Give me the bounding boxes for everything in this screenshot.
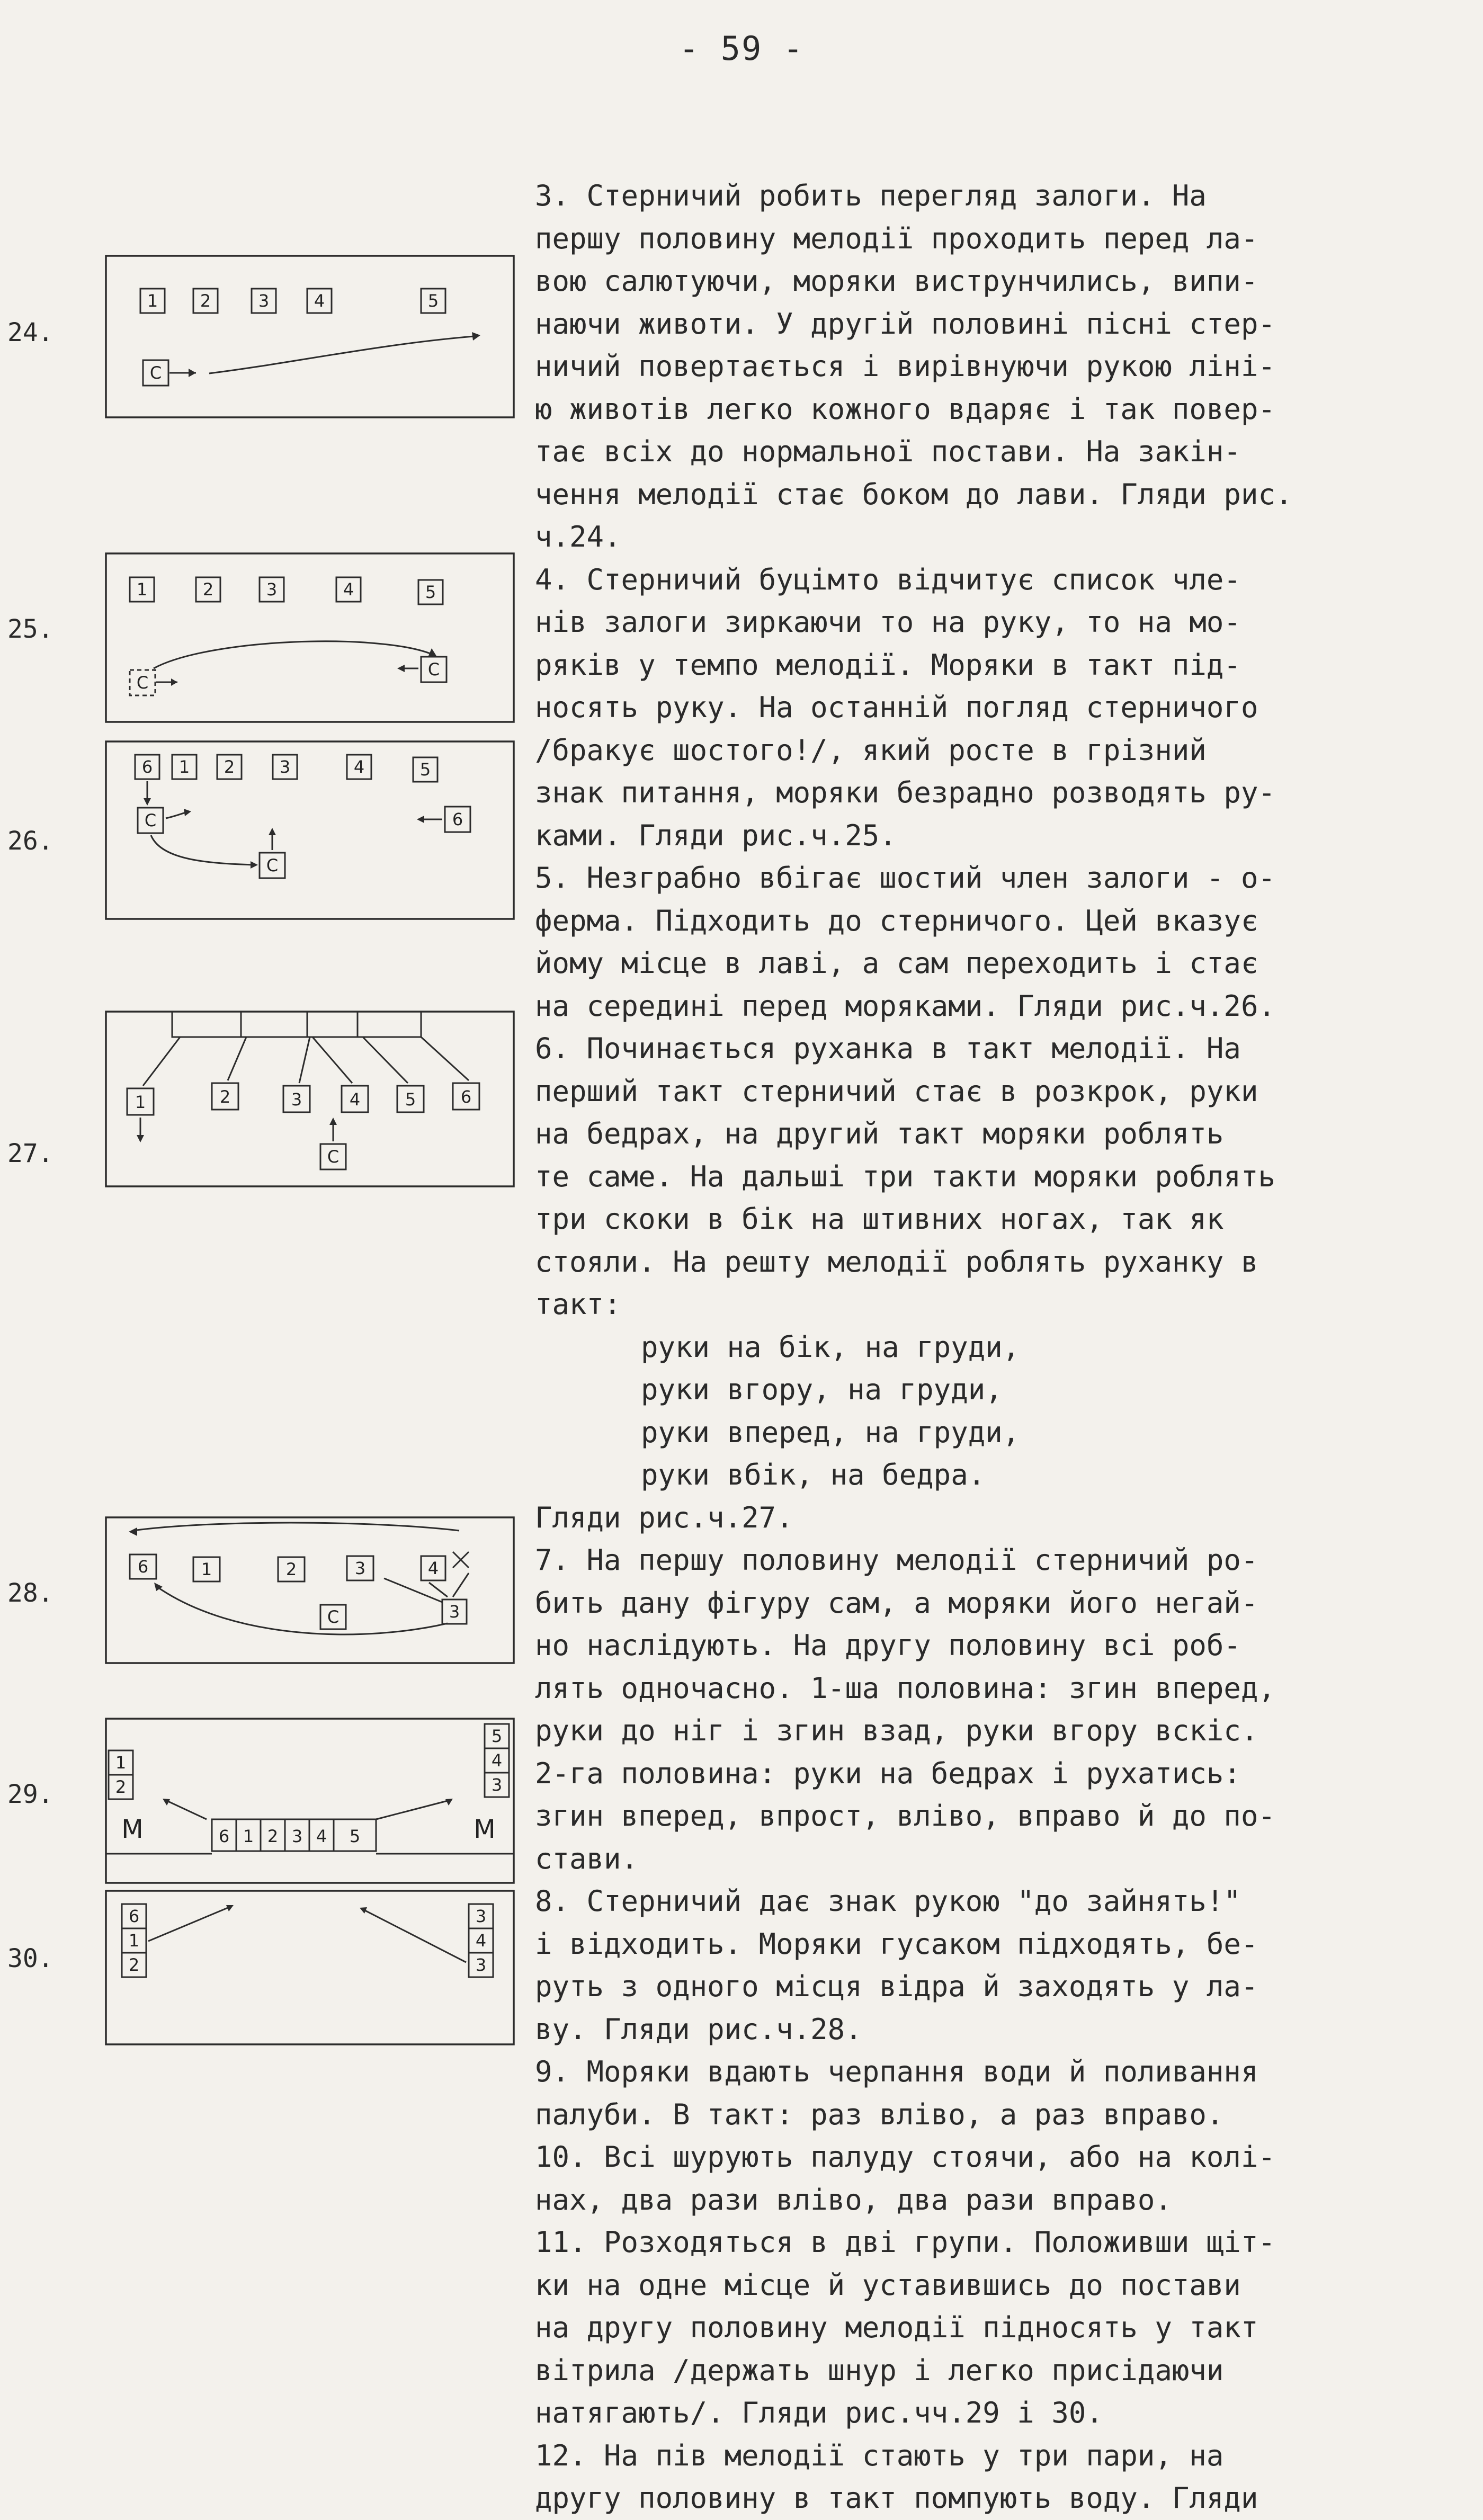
box-label: 1: [135, 1092, 146, 1112]
sailor-box: [212, 1083, 238, 1110]
sailor-box: [193, 289, 218, 313]
movement-lines: [148, 1907, 230, 1941]
box-label: 4: [314, 291, 325, 311]
arrowhead: [329, 1118, 337, 1125]
arrowhead: [397, 665, 405, 672]
box-label: 2: [219, 1087, 231, 1107]
sailor-box: [421, 289, 445, 313]
text-line: вітрила /держать шнур і легко присідаючи: [535, 2353, 1224, 2387]
sailor-box: [130, 1554, 156, 1579]
figure-25-diagram: [103, 551, 516, 726]
text-line: ферма. Підходить до стерничого. Цей вказує: [535, 904, 1258, 937]
text-line: такт:: [535, 1288, 621, 1321]
text-line: те саме. На дальші три такти моряки роблять: [535, 1159, 1275, 1193]
movement-lines: [167, 1801, 448, 1819]
box-label: 4: [316, 1826, 327, 1846]
box-label: 3: [354, 1558, 366, 1578]
figure-frame: [106, 1891, 514, 2044]
path-arrow: [209, 336, 474, 373]
sailor-box: [261, 1819, 285, 1851]
box-label: 2: [200, 291, 211, 311]
text-line: знак питання, моряки безрадно розводять ру-: [535, 776, 1275, 809]
text-line: палуби. В такт: раз вліво, а раз вправо.: [535, 2097, 1224, 2131]
sailor-box: [217, 755, 242, 779]
text-line: наючи животи. У другій половині пісні стер-: [535, 307, 1275, 341]
path-arrow: [132, 1523, 459, 1531]
text-line: ничий повертається і вирівнуючи рукою лінi-: [535, 350, 1275, 383]
box-label: 1: [115, 1753, 127, 1773]
sailor-box: [413, 757, 437, 782]
text-line: руки вперед, на груди,: [641, 1415, 1020, 1449]
box-label: 5: [491, 1726, 503, 1746]
figure-27-diagram: [103, 1009, 516, 1192]
box-label: 6: [141, 757, 153, 777]
box-label: 4: [343, 579, 354, 600]
box-label: 3: [258, 291, 270, 311]
text-line: на другу половину мелодії підносять у такт: [535, 2311, 1258, 2344]
box-label: 4: [349, 1089, 361, 1110]
sailor-box: [252, 289, 276, 313]
sailor-box: [273, 755, 297, 779]
arrowhead: [144, 798, 151, 806]
arrowhead: [445, 1799, 453, 1806]
sailor-box: [122, 1904, 146, 1928]
text-line: бить дану фігуру сам, а моряки його негай-: [535, 1586, 1258, 1620]
text-line: руки вбік, на бедра.: [641, 1458, 986, 1491]
sailor-box: [418, 580, 443, 604]
sailor-box: [285, 1819, 309, 1851]
box-label: 5: [349, 1826, 361, 1846]
sailor-box: [122, 1928, 146, 1953]
mast-label: M: [474, 1815, 496, 1844]
cross-mark: [453, 1552, 469, 1568]
sailor-box: [485, 1748, 509, 1773]
box-label: 5: [405, 1089, 416, 1110]
sailor-box: [485, 1773, 509, 1797]
text-line: вою салютуючи, моряки виструнчились, випи-: [535, 264, 1258, 298]
bench-row: [172, 1012, 421, 1037]
text-line: ч.24.: [535, 520, 621, 553]
path-arrow: [151, 835, 254, 865]
sailor-box: [485, 1724, 509, 1748]
box-label: 3: [291, 1089, 302, 1110]
sixth-sailor-box: [445, 807, 470, 832]
figure-24-diagram: [103, 252, 516, 421]
text-line: носять руку. На останній погляд стерничого: [535, 691, 1258, 724]
sailor-box: [193, 1557, 220, 1581]
sailor-box: [135, 755, 159, 779]
box-label: 3: [291, 1826, 303, 1846]
box-label: 3: [475, 1906, 487, 1926]
text-line: згин вперед, впрост, вліво, вправо й до по-: [535, 1799, 1275, 1833]
sailor-box: [130, 577, 154, 602]
text-line: першу половину мелодії проходить перед ла-: [535, 221, 1258, 255]
sailor-box: [347, 755, 371, 779]
helmsman-box: [143, 360, 168, 386]
box-label: 2: [115, 1777, 127, 1797]
box-label: 4: [353, 757, 365, 777]
box-label: 5: [425, 582, 436, 602]
helmsman-box: [320, 1144, 346, 1169]
text-line: ряків у темпо мелодії. Моряки в такт під-: [535, 648, 1241, 682]
box-label: 5: [427, 291, 439, 311]
box-label: 1: [201, 1559, 212, 1579]
text-line: ками. Гляди рис.ч.25.: [535, 818, 897, 852]
arrowhead: [269, 828, 276, 835]
arrowhead: [189, 369, 196, 377]
text-line: 10. Всі шурують палуду стоячи, або на колі-: [535, 2140, 1275, 2174]
sailor-box: [347, 1556, 373, 1580]
helmsman-box-end: [421, 657, 446, 682]
helmsman-box-start: [138, 808, 163, 833]
box-label: C: [136, 673, 149, 693]
arrowhead: [417, 816, 424, 823]
mast-label: M: [121, 1815, 144, 1844]
text-line: 3. Стерничий робить перегляд залоги. На: [535, 179, 1207, 212]
box-label: 1: [136, 579, 148, 600]
text-line: руки до ніг і згин взад, руки вгору вскіс.: [535, 1714, 1258, 1747]
box-label: 1: [147, 291, 158, 311]
box-label: 6: [137, 1557, 149, 1577]
figure-number-29: 29.: [7, 1780, 53, 1809]
text-line: і відходить. Моряки гусаком підходять, бе-: [535, 1927, 1258, 1961]
text-line: руки на бік, на груди,: [641, 1330, 1020, 1364]
box-label: 6: [128, 1906, 140, 1926]
text-line: йому місце в лаві, а сам переходить і стає: [535, 946, 1258, 980]
figure-number-27: 27.: [7, 1139, 53, 1168]
text-line: Гляди рис.ч.27.: [535, 1500, 793, 1534]
page-number: - 59 -: [679, 29, 804, 68]
text-line: 6. Починається руханка в такт мелодії. На: [535, 1032, 1241, 1065]
figure-frame: [106, 256, 514, 417]
text-line: 7. На першу половину мелодії стерничий ро-: [535, 1543, 1258, 1577]
text-line: 2-га половина: руки на бедрах і рухатись:: [535, 1756, 1241, 1790]
arrowhead: [251, 861, 258, 869]
bench-dividers: [241, 1012, 358, 1037]
box-label: 5: [419, 759, 431, 780]
box-label: 4: [491, 1750, 503, 1771]
box-label: 4: [475, 1931, 487, 1951]
box-label: C: [427, 659, 440, 680]
text-line: руки вгору, на груди,: [641, 1373, 1003, 1406]
sailor-box: [334, 1819, 376, 1851]
sailor-box: [453, 1083, 479, 1110]
text-line: 9. Моряки вдають черпання води й поливання: [535, 2055, 1258, 2088]
text-line: 5. Незграбно вбігає шостий член залоги - о-: [535, 861, 1275, 895]
text-line: перший такт стерничий стає в розкрок, руки: [535, 1074, 1258, 1108]
text-line: 8. Стерничий дає знак рукою "до зайнять!": [535, 1884, 1241, 1918]
sailor-box: [283, 1086, 310, 1112]
sailor-box: [109, 1750, 133, 1775]
sailor-box: [336, 577, 361, 602]
box-label: 4: [427, 1558, 439, 1578]
text-line: на бедрах, на другий такт моряки роблять: [535, 1117, 1224, 1150]
text-line: 11. Розходяться в дві групи. Положивши щіт-: [535, 2226, 1275, 2259]
text-line: стояли. На решту мелодії роблять руханку в: [535, 1245, 1258, 1279]
figure-28-diagram: [103, 1515, 516, 1666]
box-label: 3: [279, 757, 291, 777]
box-label: C: [327, 1147, 340, 1167]
box-label: 3: [491, 1775, 503, 1795]
figure-26-diagram: [103, 739, 516, 924]
sailor-box: [469, 1928, 493, 1953]
sailor-box: [421, 1556, 445, 1580]
sailor-box: [278, 1557, 305, 1581]
figure-number-24: 24.: [7, 318, 53, 347]
text-line: тає всіх до нормальної постави. На закін-: [535, 435, 1241, 468]
path-arrow: [154, 641, 432, 668]
sailor-box: [260, 577, 284, 602]
text-line: нах, два рази вліво, два рази вправо.: [535, 2183, 1172, 2217]
text-line: лять одночасно. 1-ша половина: згин вперед,: [535, 1671, 1275, 1705]
figure-frame: [106, 553, 514, 722]
figure-frame: [106, 741, 514, 919]
sailor-box: [212, 1819, 236, 1851]
sailor-box: [236, 1819, 261, 1851]
box-label: 6: [452, 809, 463, 829]
sailor-box: [342, 1086, 368, 1112]
sailor-box: [172, 755, 196, 779]
box-label: 2: [224, 757, 235, 777]
text-line: ю животів легко кожного вдаряє і так повер-: [535, 392, 1275, 426]
box-label: 3: [266, 579, 278, 600]
helmsman-box-start: [130, 670, 155, 695]
box-label: C: [144, 810, 157, 830]
figure-29-diagram: [103, 1716, 516, 1885]
text-line: чення мелодії стає боком до лави. Гляди рис.: [535, 477, 1293, 511]
text-line: /бракує шостого!/, який росте в грізний: [535, 733, 1207, 767]
sailor-box: [109, 1775, 133, 1799]
box-label: 1: [128, 1931, 140, 1951]
helmsman-box-end: [260, 853, 285, 878]
figure-number-30: 30.: [7, 1944, 53, 1973]
figure-number-26: 26.: [7, 826, 53, 856]
text-line: стави.: [535, 1842, 639, 1875]
helmsman-box: [320, 1605, 346, 1629]
text-line: но наслідують. На другу половину всі роб-: [535, 1629, 1241, 1662]
box-label: 6: [218, 1826, 230, 1846]
text-line: другу половину в такт помпують воду. Гляди: [535, 2481, 1258, 2515]
text-line: 4. Стерничий буцімто відчитує список чле-: [535, 562, 1241, 596]
sailor-box: [127, 1088, 154, 1115]
box-label: 6: [460, 1087, 472, 1107]
arrowhead: [129, 1527, 137, 1536]
box-label: 2: [285, 1559, 297, 1579]
sailor-box: [469, 1953, 493, 1977]
box-label: 1: [178, 757, 190, 777]
text-line: руть з одного місця відра й заходять у ла-: [535, 1970, 1258, 2003]
arrowhead: [472, 332, 480, 341]
figure-frame: [106, 1517, 514, 1663]
bucket-box: [442, 1599, 467, 1624]
sailor-box: [307, 289, 332, 313]
figure-number-28: 28.: [7, 1578, 53, 1608]
movement-lines: [143, 1037, 469, 1086]
box-label: 3: [449, 1602, 460, 1622]
arrowhead: [428, 648, 437, 657]
sailor-box: [469, 1904, 493, 1928]
text-line: натягають/. Гляди рис.чч.29 і 30.: [535, 2396, 1103, 2429]
sailor-box: [122, 1953, 146, 1977]
box-label: 1: [243, 1826, 254, 1846]
movement-lines: [363, 1909, 466, 1962]
text-line: три скоки в бік на штивних ногах, так як: [535, 1202, 1224, 1236]
sailor-box: [196, 577, 220, 602]
figure-number-25: 25.: [7, 614, 53, 644]
text-line: 12. На пів мелодії стають у три пари, на: [535, 2438, 1224, 2472]
arrowhead: [137, 1135, 144, 1142]
arrowhead: [171, 678, 177, 686]
box-label: 2: [267, 1826, 279, 1846]
box-label: C: [266, 855, 279, 875]
text-line: на середині перед моряками. Гляди рис.ч.26.: [535, 989, 1275, 1023]
sailor-box: [397, 1086, 424, 1112]
body-text: [535, 175, 1457, 2520]
box-label: 2: [128, 1955, 140, 1975]
box-label: C: [149, 363, 162, 383]
box-label: C: [327, 1607, 340, 1627]
figure-30-diagram: [103, 1888, 516, 2047]
box-label: 2: [202, 579, 214, 600]
box-label: 3: [475, 1955, 487, 1975]
text-line: нів залоги зиркаючи то на руку, то на мо-: [535, 605, 1241, 639]
sailor-box: [140, 289, 165, 313]
text-line: ки на одне місце й уставившись до постави: [535, 2268, 1241, 2302]
sailor-box: [309, 1819, 334, 1851]
arrowhead: [184, 809, 191, 816]
text-line: ву. Гляди рис.ч.28.: [535, 2012, 862, 2046]
